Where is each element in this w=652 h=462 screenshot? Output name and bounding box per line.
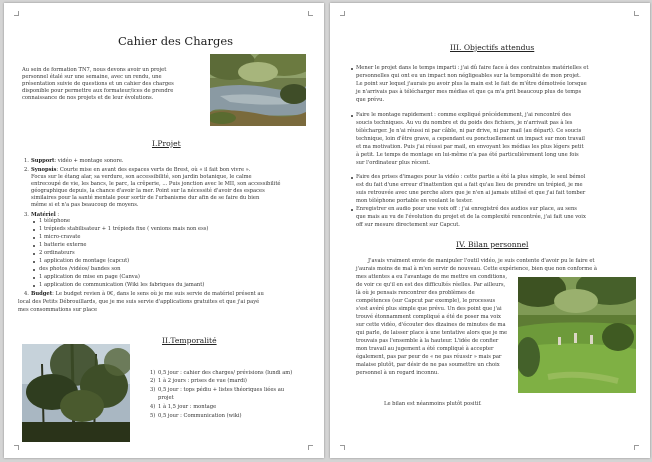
- pond-photo: [210, 54, 306, 126]
- bilan-line: compétences (sur Capcut par exemple), le processus: [356, 298, 496, 304]
- materiel-item: 1 application de communication (Wiki les fabriques du jamant): [39, 282, 205, 288]
- bilan-line: de voir ce qu'il en est des difficultés réelles. Par ailleurs,: [356, 282, 506, 288]
- bilan-line: là où je pensais rencontrer des problèmes de: [356, 290, 475, 296]
- list-number: 2): [150, 378, 156, 384]
- corner-mark: [340, 11, 345, 16]
- budget-line: local des Petits Débrouillards, que je me suis servie d'applications gratuites et que j'ai payé: [18, 299, 260, 305]
- park-photo: [518, 277, 636, 393]
- bilan-line: J'avais vraiment envie de manipuler l'outil vidéo, je suis contente d'avoir pu le faire et: [368, 258, 595, 264]
- objectif-line: Faire le montage rapidement : comme expliqué précédemment, j'ai rencontré des: [356, 112, 572, 118]
- synopsis-line: géographique depuis, la chance d'avoir la mer. Point sur la nécessité d'avoir des espaces: [31, 188, 265, 194]
- objectif-line: personnelles qui ont eu un impact non négligeables sur la temporalité de mon projet.: [356, 73, 581, 79]
- bilan-line: personnel à un regard inconnu.: [356, 370, 439, 376]
- materiel-item: 1 micro-cravate: [39, 234, 81, 240]
- corner-mark: [308, 445, 313, 450]
- list-number: 4.: [24, 291, 29, 297]
- bullet: [33, 229, 35, 231]
- bilan-line: sur cette vidéo, d'écouter des dizaines de minutes de ma: [356, 322, 506, 328]
- objectif-line: et ma motivation. Puis j'ai réussi par mail, en envoyant les médias les plus légers petit: [356, 144, 584, 150]
- bullet: [33, 253, 35, 255]
- objectif-line: je n'arrivais pas à télécharger mes médias et que ça m'a prit beaucoup plus de temps: [356, 89, 582, 95]
- objectif-line: Enregistrer en audio pour une voix off : j'ai enregistré des audios sur place, au sens: [356, 206, 577, 212]
- objectif-line: que mais au vu de l'évolution du projet et de la complexité rencontrée, j'ai fait une voix: [356, 214, 586, 220]
- list-item-synopsis: Synopsis: Courte mise en avant des espaces verts de Brest, où « il fait bon vivre ».: [31, 167, 251, 173]
- document-page-2: [330, 3, 650, 458]
- objectif-line: soucis techniques. Au vu du nombre et du poids des fichiers, je n'arrivait pas à les: [356, 120, 573, 126]
- list-item-materiel: Matériel :: [31, 212, 60, 218]
- corner-mark: [14, 445, 19, 450]
- intro-line: disponible pour permettre aux formateur/ices de prendre: [22, 88, 174, 94]
- synopsis-line: entrecoupé de vie, les bancs, le parc, la crêperie, ... Puis jonction avec le MII, son accessibilité: [31, 181, 281, 187]
- trees-photo: [22, 344, 130, 442]
- temporalite-item: 0,5 jour : tops pédiu + listes théoriques liées au: [158, 387, 285, 393]
- document-page-1: [4, 3, 324, 458]
- bullet: [33, 245, 35, 247]
- bilan-line: mon travail au jugement a été compliqué à accepter: [356, 346, 494, 352]
- synopsis-line: Focus sur le étang alar, sa verdure, son accessibilité, son jardin botanique, le calme: [31, 174, 252, 180]
- list-item-budget: Budget: Le budget revien à 0€, dans le sens où je me suis servie de matériel présent au: [31, 291, 264, 297]
- temporalite-item: 1 à 1,5 jour : montage: [158, 404, 217, 410]
- materiel-item: 1 application de montage (capcut): [39, 258, 130, 264]
- bilan-line: également, pas par peur de « ne pas réussir » mais par: [356, 354, 502, 360]
- objectif-line: que prévu.: [356, 97, 385, 103]
- section-title-projet: I.Projet: [152, 139, 181, 148]
- section-title-objectifs: III. Objectifs attendus: [450, 43, 535, 52]
- section-title-temporalite: II.Temporalité: [162, 336, 217, 345]
- intro-line: connaissance de nos projets et de leur évolutions.: [22, 95, 154, 101]
- bilan-line: trouvais pas l'ensemble à la hauteur. L'idée de confier: [356, 338, 499, 344]
- objectif-line: Le point sur lequel j'aurais pu avoir plus la main est le fait de m'être démotivée lorsque: [356, 81, 587, 87]
- bilan-line: j'aurais moins de mal à m'en servir de nouveau. Cette expérience, bien que non conforme à: [356, 266, 598, 272]
- bullet: [351, 68, 353, 70]
- materiel-item: 1 trépieds stabilisateur + 1 trépieds fixe ( venions mais non ess): [39, 226, 209, 232]
- bullet: [33, 269, 35, 271]
- bilan-conclusion: Le bilan est néanmoins plutôt positif.: [384, 401, 482, 407]
- corner-mark: [340, 445, 345, 450]
- objectif-line: à petit. Le temps de montage en lui-même n'a pas été particulièrement long une fois: [356, 152, 579, 158]
- bilan-line: malaise plutôt, par désir de ne pas soumettre un choix: [356, 362, 500, 368]
- section-title-bilan: IV. Bilan personnel: [456, 240, 529, 249]
- bullet: [351, 209, 353, 211]
- objectif-line: mon téléphone portable en voulant le tester.: [356, 198, 473, 204]
- corner-mark: [14, 11, 19, 16]
- bilan-line: trouvé étonnamment compliqué a été de poser ma voix: [356, 314, 501, 320]
- materiel-item: des photos /vidéos/ bandes son: [39, 266, 121, 272]
- materiel-item: 1 batterie externe: [39, 242, 87, 248]
- objectif-line: off sur mesure directement sur Capcut.: [356, 222, 460, 228]
- bullet: [33, 285, 35, 287]
- bullet: [33, 237, 35, 239]
- list-number: 3): [150, 387, 156, 393]
- corner-mark: [634, 445, 639, 450]
- objectif-line: télécharger. Je n'ai réussi ni par câble, ni par drive, ni par mail (au départ). Ce soucis: [356, 128, 582, 134]
- bullet: [33, 277, 35, 279]
- document-title: Cahier des Charges: [118, 34, 234, 48]
- temporalite-item: 0,5 jour : Communication (wiki): [158, 413, 242, 419]
- synopsis-line: même si et n'a pas beaucoup de moyens.: [31, 202, 139, 208]
- objectif-line: suis retrouvée avec une perche alors que je n'en ai jamais utilisé et que j'ai fait tomber: [356, 190, 586, 196]
- synopsis-line: similaires pour la santé mentale pour sortir de l'urbanisme dur afin de se faire du bien: [31, 195, 260, 201]
- bilan-line: s'est avéré plus simple que prévu. Un des point que j'ai: [356, 306, 502, 312]
- objectif-line: technique, loin d'être grave, a cependant eu ponctuellement un impact sur mon travail: [356, 136, 585, 142]
- bullet: [33, 221, 35, 223]
- objectif-line: Mener le projet dans le temps imparti : j'ai dû faire face à des contraintes matérielles et: [356, 65, 589, 71]
- list-number: 2.: [24, 167, 29, 173]
- list-number: 4): [150, 404, 156, 410]
- list-number: 3.: [24, 212, 29, 218]
- objectif-line: est du fait d'une erreur d'inattention qui a fait qu'au lieu de prendre un trépied, je me: [356, 182, 583, 188]
- bullet: [351, 177, 353, 179]
- materiel-item: 1 téléphone: [39, 218, 71, 224]
- intro-line: présentation suivie de questions et un cahier des charges: [22, 81, 174, 87]
- objectif-line: sur l'ordinateur plus récent.: [356, 160, 431, 166]
- intro-line: Au sein de formation TN7, nous devons avoir un projet: [22, 67, 167, 73]
- intro-line: personnel étalé sur une semaine, avec un rendu, une: [22, 74, 162, 80]
- bilan-line: qui parle, de laisser place à une tentative alors que je me: [356, 330, 508, 336]
- temporalite-item: 1 à 2 jours : prises de vue (mardi): [158, 378, 247, 384]
- list-item-support: Support: vidéo + montage sonore.: [31, 158, 124, 164]
- bilan-line: mes attentes a eu l'avantage de me mettre en conditions,: [356, 274, 507, 280]
- list-number: 1): [150, 370, 156, 376]
- temporalite-item: 0,5 jour : cahier des charges/ prévisions (lundi am): [158, 370, 293, 376]
- bullet: [33, 261, 35, 263]
- list-number: 1.: [24, 158, 29, 164]
- materiel-item: 2 ordinateurs: [39, 250, 75, 256]
- materiel-item: 1 application de mise en page (Canva): [39, 274, 140, 280]
- bullet: [351, 115, 353, 117]
- budget-line: mes consommations sur place: [18, 307, 98, 313]
- temporalite-item: projet: [158, 395, 174, 401]
- list-number: 5): [150, 413, 156, 419]
- corner-mark: [634, 11, 639, 16]
- objectif-line: Faire des prises d'images pour la vidéo : cette partie a été la plus simple, le seul bémol: [356, 174, 586, 180]
- corner-mark: [308, 11, 313, 16]
